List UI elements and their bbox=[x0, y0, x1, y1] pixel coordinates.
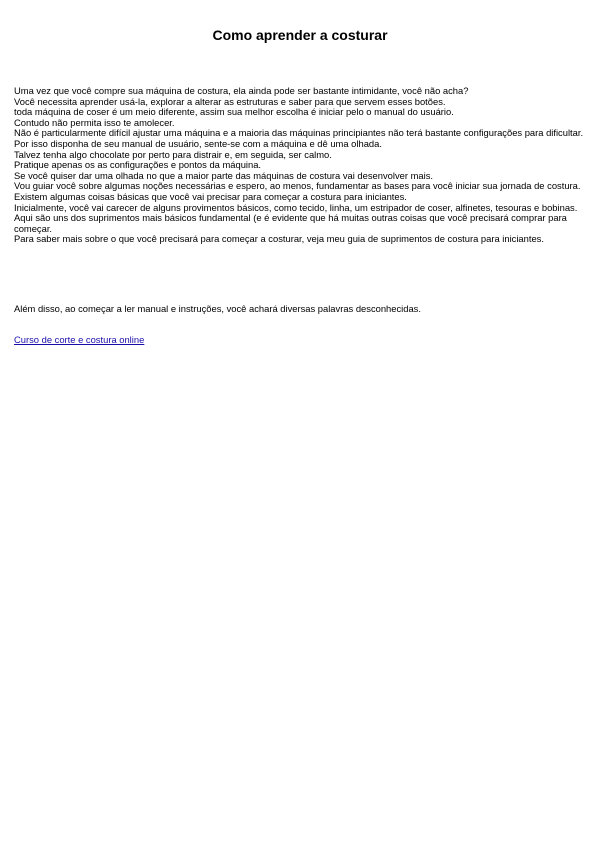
paragraph-line: Você necessita aprender usá-la, explorar a alterar as estruturas e saber para que servem esses botões. bbox=[14, 95, 446, 107]
paragraph-line: Por isso disponha de seu manual de usuário, sente-se com a máquina e dê uma olhada. bbox=[14, 137, 382, 149]
paragraph-line: Vou guiar você sobre algumas noções necessárias e espero, ao menos, fundamentar as bases para você iniciar sua jornada de costura. bbox=[14, 180, 581, 192]
paragraph-line: Se você quiser dar uma olhada no que a maior parte das máquinas de costura vai desenvolver mais. bbox=[14, 169, 433, 181]
paragraph-line: Não é particularmente difícil ajustar uma máquina e a maioria das máquinas principiantes não terá bastante configurações para dificultar. bbox=[14, 127, 584, 139]
paragraph-line: toda máquina de coser é um meio diferente, assim sua melhor escolha é iniciar pelo o manual do usuário. bbox=[14, 106, 454, 118]
paragraph-line: Contudo não permita isso te amolecer. bbox=[14, 116, 175, 128]
paragraph-line: Uma vez que você compre sua máquina de costura, ela ainda pode ser bastante intimidante, você não acha? bbox=[14, 85, 469, 96]
page-title: Como aprender a costurar bbox=[212, 27, 388, 43]
course-link[interactable]: Curso de corte e costura online bbox=[14, 334, 145, 345]
paragraph-line: Inicialmente, você vai carecer de alguns provimentos básicos, como tecido, linha, um estripador de coser, alfinetes, tesouras e bobinas. bbox=[14, 201, 578, 213]
paragraph-line: Talvez tenha algo chocolate por perto para distrair e, em seguida, ser calmo. bbox=[14, 148, 332, 160]
paragraph-line: Para saber mais sobre o que você precisará para começar a costurar, veja meu guia de suprimentos de costura para iniciantes. bbox=[14, 233, 544, 245]
body-paragraph bbox=[14, 86, 588, 245]
closing-paragraph: Além disso, ao começar a ler manual e instruções, você achará diversas palavras desconhecidas. bbox=[14, 303, 421, 314]
paragraph-line: Aqui são uns dos suprimentos mais básicos fundamental (e é evidente que há muitas outras coisas que você precisará comprar para começar. bbox=[14, 212, 567, 234]
paragraph-line: Existem algumas coisas básicas que você vai precisar para começar a costura para iniciantes. bbox=[14, 190, 407, 202]
paragraph-line: Pratique apenas os as configurações e pontos da máquina. bbox=[14, 159, 262, 171]
